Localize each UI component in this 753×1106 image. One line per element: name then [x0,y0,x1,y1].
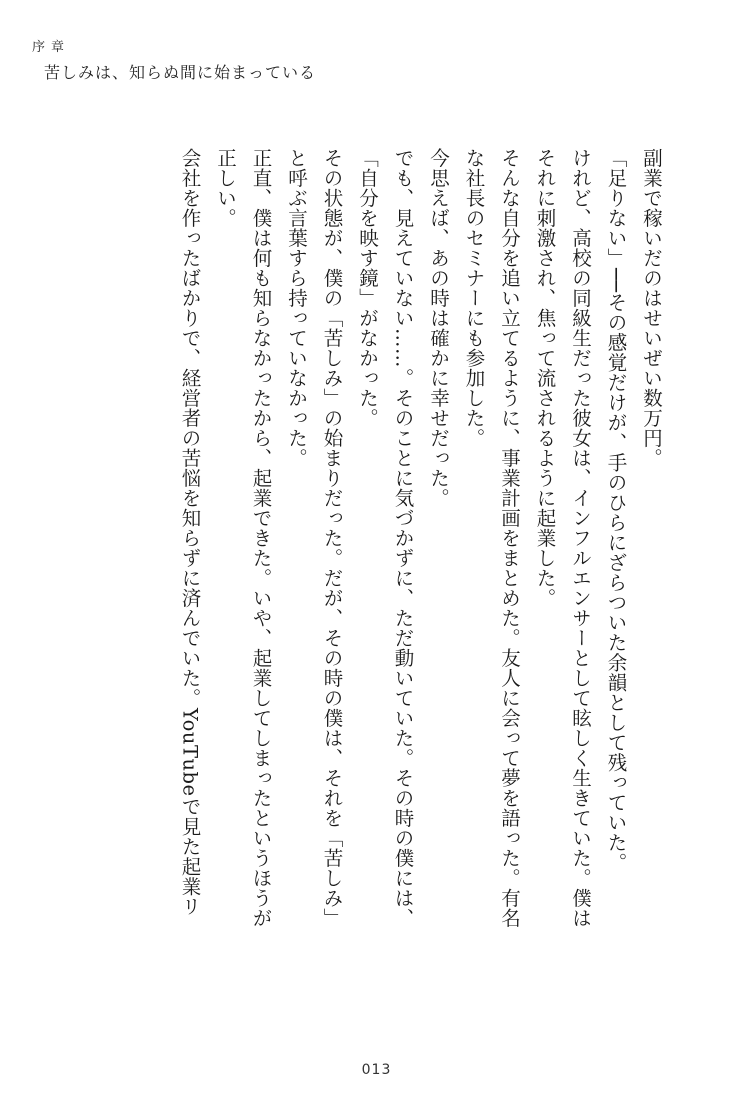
text-line: 「自分を映す鏡」がなかった。 [356,148,379,428]
text-line: 副業で稼いだのはせいぜい数万円。 [640,148,663,468]
page-number: 013 [361,1062,392,1078]
text-line: 正直、僕は何も知らなかったから、起業できた。いや、起業してしまったというほうが [249,148,273,928]
text-line: 正しい。 [214,148,237,228]
text-line: と呼ぶ言葉すら持っていなかった。 [285,148,308,468]
chapter-label: 序章 [32,40,71,55]
text-line: 今思えば、あの時は確かに幸せだった。 [427,148,450,508]
text-line: な社長のセミナーにも参加した。 [462,148,486,448]
text-line: 「足りない」──その感覚だけが、手のひらにざらついた余韻として残っていた。 [604,148,628,873]
text-line: そんな自分を追い立てるように、事業計画をまとめた。友人に会って夢を語った。有名 [498,148,521,928]
body-text [172,148,669,988]
text-line: 会社を作ったばかりで、経営者の苦悩を知らずに済んでいた。YouTubeで見た起業リ [178,148,202,917]
chapter-subtitle: 苦しみは、知らぬ間に始まっている [44,63,317,82]
text-line: けれど、高校の同級生だった彼女は、インフルエンサーとして眩しく生きていた。僕は [569,148,592,928]
text-line: その状態が、僕の「苦しみ」の始まりだった。だが、その時の僕は、それを「苦しみ」 [320,148,344,928]
text-line: それに刺激され、焦って流されるように起業した。 [533,148,557,608]
text-line: でも、見えていない……。そのことに気づかずに、ただ動いていた。その時の僕には、 [391,148,415,928]
